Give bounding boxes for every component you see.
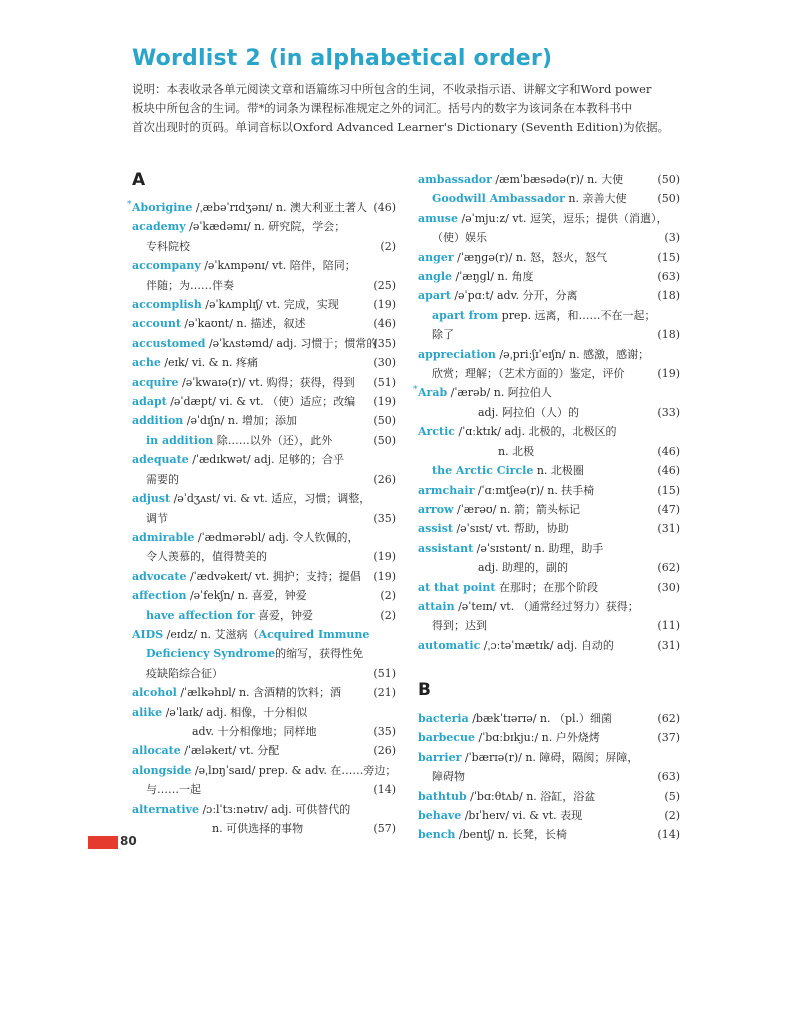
entry-page-ref: (18) (657, 328, 680, 342)
wordlist-entry (418, 248, 680, 267)
entry-definition: /bækˈtɪərɪə/ n. （pl.）细菌 (468, 712, 613, 725)
entry-page-ref: (62) (657, 561, 680, 575)
headword: ambassador (418, 173, 492, 186)
entry-page-ref: (5) (664, 789, 680, 803)
entry-definition: 喜爱，钟爱 (254, 608, 313, 622)
wordlist-entry (132, 411, 396, 430)
entry-definition: /əˈkaʊnt/ n. 描述，叙述 (180, 317, 306, 331)
wordlist-entry (132, 334, 396, 353)
entry-page-ref: (2) (380, 589, 396, 603)
headword: accustomed (132, 336, 206, 350)
wordlist-entry (132, 276, 396, 295)
wordlist-entry (132, 314, 396, 333)
wordlist-entry (132, 683, 396, 702)
headword: alternative (132, 802, 199, 816)
wordlist-entry (132, 353, 396, 372)
headword: alcohol (132, 686, 177, 700)
wordlist-entry (418, 481, 680, 500)
entries-column-left (127, 198, 397, 838)
wordlist-entry (418, 209, 680, 228)
wordlist-entry (132, 392, 396, 411)
headword: accompany (132, 259, 201, 273)
wordlist-entry (418, 306, 680, 325)
entry-page-ref: (14) (373, 783, 396, 797)
entry-page-ref: (21) (373, 686, 396, 700)
headword: Arab (418, 386, 448, 400)
intro-note (132, 80, 692, 137)
wordlist-entry (418, 228, 680, 247)
wordlist-entry (418, 748, 680, 767)
entry-definition: /əˈkʌstəmd/ adj. 习惯于；惯常的 (205, 336, 378, 350)
wordlist-entry (418, 364, 680, 383)
wordlist-entry (418, 403, 680, 422)
entry-definition: /ˈbɑːθtʌb/ n. 浴缸，浴盆 (466, 789, 596, 803)
entry-page-ref: (25) (373, 278, 396, 292)
wordlist-entry (132, 237, 396, 256)
entry-definition: 与……一起 (146, 783, 201, 797)
wordlist-entry (132, 528, 396, 547)
wordlist-entry (132, 606, 396, 625)
entry-definition: adv. 十分相像地；同样地 (192, 724, 317, 738)
wordlist-entry (418, 519, 680, 538)
wordlist-entry (132, 800, 396, 819)
headword: apart (418, 289, 451, 303)
entry-definition: /ˈædmərəbl/ adj. 令人钦佩的， (194, 530, 359, 544)
headword: bench (418, 828, 456, 842)
wordlist-entry (418, 825, 680, 844)
entry-definition: /ˈɑːktɪk/ adj. 北极的，北极区的 (455, 425, 617, 439)
headword: the Arctic Circle (432, 464, 534, 478)
entry-definition: /əˈsɪst/ vt. 帮助，协助 (452, 522, 569, 536)
entry-definition: 的缩写，获得性免 (275, 647, 364, 661)
entry-page-ref: (63) (657, 770, 680, 784)
entries-column-right (413, 170, 680, 655)
wordlist-entry (418, 500, 680, 519)
entry-page-ref: (18) (657, 289, 680, 303)
entry-page-ref: (31) (657, 522, 680, 536)
page-number: 80 (120, 834, 137, 848)
wordlist-entry (132, 470, 396, 489)
entry-page-ref: (15) (657, 250, 680, 264)
headword: adequate (132, 453, 189, 467)
entry-page-ref: (2) (664, 809, 680, 823)
entry-definition: prep. 远离，和……不在一起； (498, 308, 656, 322)
headword: angle (418, 270, 452, 284)
wordlist-entry (418, 286, 680, 305)
intro-line: 首次出现时的页码。单词音标以Oxford Advanced Learner's Dictionary (Seventh Edition)为依据。 (132, 120, 670, 134)
wordlist-entry (132, 761, 396, 780)
entries-column-b (418, 709, 680, 845)
section-letter-a: A (132, 170, 146, 190)
headword: Aborigine (132, 201, 193, 214)
entry-definition: 调节 (146, 511, 168, 525)
entry-definition: /eɪk/ vi. & n. 疼痛 (160, 356, 259, 370)
entry-definition: /əˈkwaɪə(r)/ vt. 购得；获得，得到 (178, 375, 355, 389)
entry-definition: /ˌæbəˈrɪdʒənɪ/ n. 澳大利亚土著人 (192, 201, 367, 214)
headword: attain (418, 599, 455, 613)
entry-page-ref: (47) (657, 502, 680, 516)
headword: at that point (418, 580, 496, 594)
wordlist-entry (132, 373, 396, 392)
headword: affection (132, 589, 187, 603)
entry-definition: /əˈmjuːz/ vt. 逗笑，逗乐；提供（消遣）， (457, 211, 668, 225)
entry-definition: /ˈædvəkeɪt/ vt. 拥护；支持；提倡 (186, 569, 361, 583)
entry-definition: /eɪdz/ n. 艾滋病（ (163, 627, 259, 641)
wordlist-entry (418, 558, 680, 577)
outside-curriculum-marker: * (127, 200, 132, 210)
headword: account (132, 317, 181, 331)
entry-definition: /əˈkʌmplɪʃ/ vt. 完成，实现 (201, 298, 339, 312)
headword: addition (132, 414, 184, 428)
headword: adjust (132, 492, 171, 506)
wordlist-entry (132, 819, 396, 838)
entry-definition: adj. 助理的，副的 (478, 561, 569, 575)
headword: advocate (132, 569, 187, 583)
wordlist-entry (418, 578, 680, 597)
headword: AIDS (132, 627, 164, 641)
entry-definition: 欣赏；理解；（艺术方面的）鉴定，评价 (432, 367, 625, 381)
wordlist-entry (413, 383, 680, 402)
wordlist-entry (132, 509, 396, 528)
wordlist-entry (418, 767, 680, 786)
entry-definition: 专科院校 (146, 239, 190, 253)
entry-definition: /əˈkʌmpənɪ/ vt. 陪伴，陪同； (200, 259, 356, 273)
entry-page-ref: (46) (373, 201, 396, 214)
entry-page-ref: (19) (373, 298, 396, 312)
entry-page-ref: (2) (380, 239, 396, 253)
entry-definition: /ˈbɑːbɪkjuː/ n. 户外烧烤 (475, 731, 600, 745)
entry-term: Acquired Immune (258, 627, 370, 641)
entry-definition: /əˈsɪstənt/ n. 助理，助手 (473, 541, 604, 555)
entry-page-ref: (3) (664, 231, 680, 245)
wordlist-entry (127, 198, 396, 217)
wordlist-entry (132, 644, 396, 663)
wordlist-entry (418, 787, 680, 806)
entry-definition: /əˈdɪʃn/ n. 增加；添加 (183, 414, 297, 428)
entry-definition: /ˈæŋɡl/ n. 角度 (452, 270, 534, 284)
headword: academy (132, 220, 186, 234)
entry-page-ref: (2) (380, 608, 396, 622)
wordlist-entry (132, 567, 396, 586)
headword: adapt (132, 395, 167, 409)
footer-accent-bar (88, 836, 118, 849)
entry-page-ref: (33) (657, 405, 680, 419)
entry-definition: 伴随；为……伴奏 (146, 278, 234, 292)
entry-page-ref: (26) (373, 744, 396, 758)
entry-definition: /ˌɔːtəˈmætɪk/ adj. 自动的 (480, 638, 614, 652)
wordlist-entry (418, 616, 680, 635)
entry-page-ref: (31) (657, 638, 680, 652)
entry-definition: /əˈkædəmɪ/ n. 研究院，学会； (185, 220, 346, 234)
headword: ache (132, 356, 161, 370)
wordlist-entry (418, 461, 680, 480)
headword: apart from (432, 308, 499, 322)
headword: allocate (132, 744, 181, 758)
headword: alike (132, 705, 163, 719)
wordlist-entry (132, 256, 396, 275)
entry-definition: /əˈteɪn/ vt. （通常经过努力）获得； (454, 599, 639, 613)
headword: behave (418, 809, 462, 823)
entry-page-ref: (46) (657, 464, 680, 478)
entry-definition: 除了 (432, 328, 454, 342)
entry-page-ref: (35) (373, 511, 396, 525)
entry-definition: /ˈælkəhɒl/ n. 含酒精的饮料；酒 (176, 686, 342, 700)
entry-definition: 除……以外（还），此外 (213, 433, 333, 447)
wordlist-entry (132, 741, 396, 760)
headword: in addition (146, 433, 214, 447)
wordlist-entry (418, 806, 680, 825)
entry-page-ref: (51) (373, 375, 396, 389)
entry-definition: /əˌpriːʃɪˈeɪʃn/ n. 感激，感谢； (495, 347, 650, 361)
wordlist-entry (418, 170, 680, 189)
entry-page-ref: (19) (373, 395, 396, 409)
wordlist-entry (418, 709, 680, 728)
entry-page-ref: (62) (657, 712, 680, 725)
headword: accomplish (132, 298, 202, 312)
entry-definition: /əˈlaɪk/ adj. 相像，十分相似 (162, 705, 308, 719)
entry-page-ref: (26) (373, 472, 396, 486)
entry-definition: adj. 阿拉伯（人）的 (478, 405, 580, 419)
wordlist-entry (132, 586, 396, 605)
wordlist-entry (418, 267, 680, 286)
entry-page-ref: (46) (373, 317, 396, 331)
entry-definition: /bentʃ/ n. 长凳，长椅 (455, 828, 567, 842)
entry-page-ref: (11) (657, 619, 680, 633)
wordlist-entry (418, 345, 680, 364)
entry-definition: （使）娱乐 (432, 231, 487, 245)
wordlist-entry (132, 489, 396, 508)
entry-definition: 障碍物 (432, 770, 465, 784)
entry-definition: 令人羡慕的，值得赞美的 (146, 550, 267, 564)
intro-line: 板块中所包含的生词。带*的词条为课程标准规定之外的词汇。括号内的数字为该词条在本教科书中 (132, 101, 633, 115)
headword: admirable (132, 530, 195, 544)
page-title: Wordlist 2 (in alphabetical order) (132, 46, 553, 71)
entry-page-ref: (14) (657, 828, 680, 842)
entry-definition: /əˈdʒʌst/ vi. & vt. 适应，习惯；调整， (170, 492, 371, 506)
entry-definition: 需要的 (146, 472, 179, 486)
section-letter-b: B (418, 680, 431, 700)
wordlist-entry (418, 325, 680, 344)
outside-curriculum-marker: * (413, 385, 418, 396)
wordlist-entry (418, 539, 680, 558)
entry-page-ref: (35) (373, 724, 396, 738)
entry-definition: /ˈærəb/ n. 阿拉伯人 (447, 386, 552, 400)
entry-definition: n. 北极圈 (533, 464, 584, 478)
entry-page-ref: (50) (657, 192, 680, 206)
headword: assist (418, 522, 453, 536)
headword: barbecue (418, 731, 475, 745)
headword: anger (418, 250, 454, 264)
entry-definition: /əˈdæpt/ vi. & vt. （使）适应；改编 (166, 395, 356, 409)
entry-definition: /bɪˈheɪv/ vi. & vt. 表现 (461, 809, 583, 823)
wordlist-entry (132, 625, 396, 644)
entry-definition: n. 北极 (498, 444, 535, 458)
entry-definition: 得到；达到 (432, 619, 487, 633)
entry-page-ref: (15) (657, 483, 680, 497)
wordlist-entry (132, 664, 396, 683)
wordlist-entry (418, 422, 680, 441)
entry-definition: /ˈæləkeɪt/ vt. 分配 (180, 744, 280, 758)
wordlist-entry (132, 295, 396, 314)
entry-definition: 在那时；在那个阶段 (495, 580, 598, 594)
entry-page-ref: (46) (657, 444, 680, 458)
entry-page-ref: (50) (657, 173, 680, 186)
entry-page-ref: (50) (373, 433, 396, 447)
entry-page-ref: (57) (373, 822, 396, 835)
entry-page-ref: (63) (657, 270, 680, 284)
entry-definition: /əˈfekʃn/ n. 喜爱，钟爱 (186, 589, 307, 603)
headword: bathtub (418, 789, 467, 803)
entry-page-ref: (35) (373, 336, 396, 350)
entry-definition: n. 可供选择的事物 (212, 822, 304, 835)
entry-page-ref: (19) (657, 367, 680, 381)
entry-page-ref: (19) (373, 550, 396, 564)
entry-definition: /ˈbærɪə(r)/ n. 障碍，隔阂；屏障， (461, 750, 639, 764)
wordlist-entry (132, 450, 396, 469)
wordlist-entry (132, 780, 396, 799)
headword: alongside (132, 763, 192, 777)
entry-definition: /ˈærəʊ/ n. 箭；箭头标记 (453, 502, 580, 516)
headword: barrier (418, 750, 462, 764)
wordlist-entry (418, 189, 680, 208)
headword: arrow (418, 502, 454, 516)
headword: automatic (418, 638, 481, 652)
headword: Goodwill Ambassador (432, 192, 565, 206)
entry-page-ref: (37) (657, 731, 680, 745)
headword: Arctic (418, 425, 455, 439)
intro-line: 说明：本表收录各单元阅读文章和语篇练习中所包含的生词，不收录指示语、讲解文字和Word power (132, 82, 652, 96)
wordlist-entry (132, 217, 396, 236)
entry-definition: /əˈpɑːt/ adv. 分开，分离 (450, 289, 578, 303)
entry-page-ref: (50) (373, 414, 396, 428)
entry-definition: /ɔːlˈtɜːnətɪv/ adj. 可供替代的 (198, 802, 351, 816)
wordlist-entry (418, 728, 680, 747)
entry-definition: /ˈæŋɡə(r)/ n. 怒，怒火，怒气 (453, 250, 607, 264)
entry-definition: /ˈædɪkwət/ adj. 足够的；合乎 (188, 453, 345, 467)
wordlist-entry (418, 597, 680, 616)
headword: bacteria (418, 712, 469, 725)
wordlist-entry (132, 547, 396, 566)
entry-definition: 疫缺陷综合征） (146, 666, 223, 680)
entry-definition: /æmˈbæsədə(r)/ n. 大使 (491, 173, 624, 186)
headword: acquire (132, 375, 179, 389)
entry-term: Deficiency Syndrome (146, 647, 276, 661)
headword: appreciation (418, 347, 496, 361)
entry-page-ref: (51) (373, 666, 396, 680)
entry-definition: n. 亲善大使 (564, 192, 627, 206)
wordlist-entry (132, 431, 396, 450)
wordlist-entry (132, 703, 396, 722)
headword: armchair (418, 483, 475, 497)
entry-definition: /ˈɑːmtʃeə(r)/ n. 扶手椅 (474, 483, 595, 497)
entry-page-ref: (19) (373, 569, 396, 583)
headword: assistant (418, 541, 474, 555)
headword: amuse (418, 211, 458, 225)
entry-page-ref: (30) (373, 356, 396, 370)
entry-page-ref: (30) (657, 580, 680, 594)
entry-definition: /əˌlɒŋˈsaɪd/ prep. & adv. 在……旁边； (191, 763, 397, 777)
wordlist-entry (132, 722, 396, 741)
wordlist-entry (418, 636, 680, 655)
headword: have affection for (146, 608, 255, 622)
wordlist-entry (418, 442, 680, 461)
